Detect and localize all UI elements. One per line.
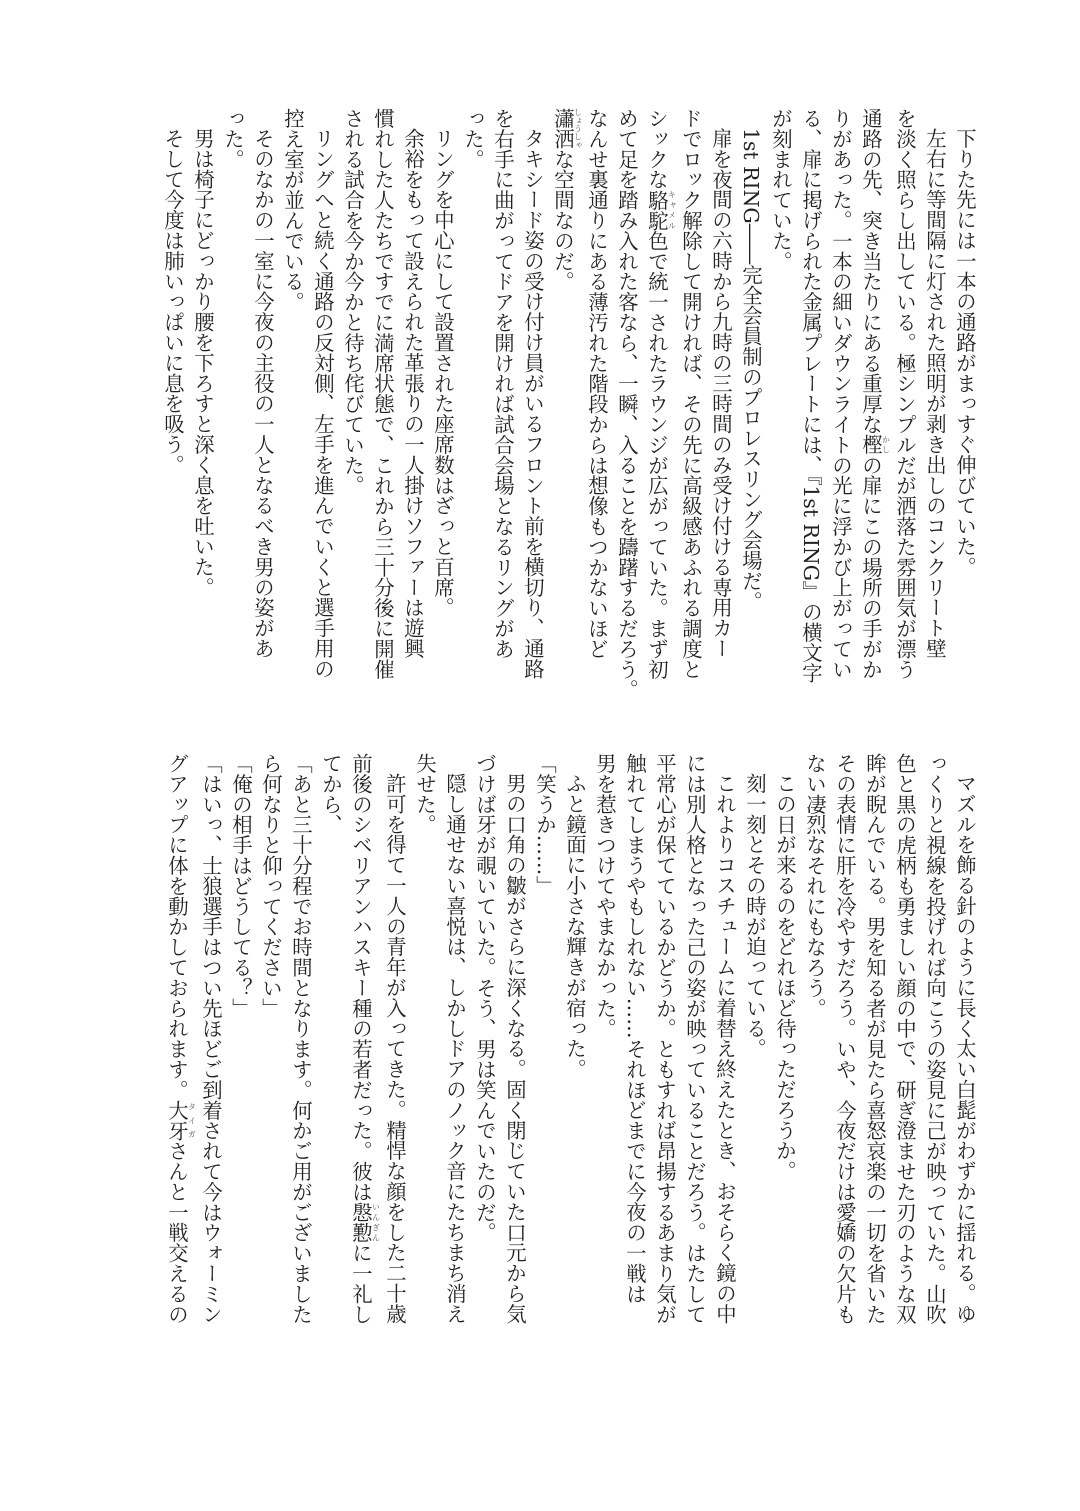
text-block-lower [165,753,980,1333]
text-line [890,108,920,688]
text-line [226,753,256,1333]
text-line [162,753,196,1333]
text-segment: ない凄烈なそれにもなろう。 [803,753,827,1019]
text-line [800,753,830,1333]
text-line [736,108,766,688]
text-segment: 隠し通せない喜悦は、しかしドアのノック音にたちまち消え [443,773,467,1325]
ruby-reading: かし [881,434,891,455]
text-segment: その表情に肝を冷やすだろう。いや、今夜だけは愛嬌の欠片も [833,753,857,1325]
text-segment: 「あと三十分程でお時間となります。何かご用がございました [289,753,313,1325]
text-line [410,753,440,1333]
text-line [248,108,278,688]
text-segment: っくりと視線を投げれば向こうの姿見に己が映っていた。山吹 [923,753,947,1325]
text-segment: に一礼し [349,1242,373,1325]
text-segment: ふと鏡面に小さな輝きが宿った。 [563,773,587,1080]
text-line [796,108,826,688]
text-segment: さんと一戦交えるの [165,1140,189,1325]
text-segment: 余裕をもって設えられた革張りの一人掛けソファーは遊興 [401,128,425,659]
text-segment: 控え室が並んでいる。 [281,108,305,312]
text-segment: な空間なのだ。 [551,148,575,292]
text-line [920,108,950,688]
ruby-reading: しょうしゃ [573,108,583,149]
text-segment: これよりコスチュームに着替え終えたとき、おそらく鏡の中 [713,773,737,1325]
ruby-annotation [165,1099,197,1141]
text-segment: 男を惹きつけてやまなかった。 [593,753,617,1039]
text-segment: 刻一刻とその時が迫っている。 [743,773,767,1059]
text-segment: ら何なりと仰ってください」 [259,753,283,1019]
text-line [680,753,710,1333]
text-segment: 色と黒の虎柄も勇ましい顔の中で、研ぎ澄ませた刃のような双 [893,753,917,1325]
text-segment: タキシード姿の受け付け員がいるフロント前を横切り、通路 [521,128,545,680]
text-segment: 通路の先、突き当たりにある重厚な [859,108,883,435]
text-line [218,108,248,688]
text-segment: 「笑うか……」 [533,753,557,896]
text-segment: ドでロック解除して開ければ、その先に高級感あふれる調度と [679,108,703,680]
text-line [316,753,346,1333]
text-line [950,108,980,688]
text-segment: る、扉に掲げられた金属プレートには、『1st RING』の横文字 [799,108,823,684]
text-segment: 触れてしまうやもしれない……それほどまでに今夜の一戦は [623,753,647,1304]
ruby-base: 駱駝 [645,189,669,231]
text-line [398,108,428,688]
ruby-annotation [349,1201,381,1243]
text-segment: った。 [221,108,245,170]
text-line [500,753,530,1333]
text-segment: 平常心が保てているかどうか。ともすれば昂揚するあまり気が [653,753,677,1325]
text-line [346,753,380,1333]
text-line [860,753,890,1333]
text-segment: マズルを飾る針のように長く太い白髭がわずかに揺れる。ゆ [953,773,977,1325]
text-segment: 男は椅子にどっかり腰を下ろすと深く息を吐いた。 [191,128,215,598]
text-line [256,753,286,1333]
text-segment: 許可を得て一人の青年が入ってきた。精悍な顔をした二十歳 [383,773,407,1325]
ruby-base: 瀟洒 [551,108,575,149]
text-segment: 男の口角の皺がさらに深くなる。固く閉じていた口元から気 [503,773,527,1325]
text-line [676,108,706,688]
text-line [740,753,770,1333]
text-line [518,108,548,688]
text-segment: そのなかの一室に今夜の主役の一人となるべき男の姿があ [251,128,275,659]
ruby-base: 慇懃 [349,1201,373,1243]
text-segment: めて足を踏み入れた客なら、一瞬、入ることを躊躇するだろう。 [615,108,639,700]
text-segment: を淡く照らし出している。極シンプルだが洒落た雰囲気が漂う [893,108,917,680]
text-segment: なんせ裏通りにある薄汚れた階段からは想像もつかないほど [585,108,609,659]
text-line [920,753,950,1333]
text-line [188,108,218,688]
text-line [158,108,188,688]
text-line [488,108,518,688]
text-segment: を右手に曲がってドアを開ければ試合会場となるリングがあ [491,108,515,659]
text-segment: 前後のシベリアンハスキー種の若者だった。彼は [349,753,373,1202]
text-line [440,753,470,1333]
text-line [470,753,500,1333]
ruby-reading: いんぎん [371,1201,381,1243]
text-line [548,108,582,688]
text-line [650,753,680,1333]
text-line [706,108,736,688]
text-line [856,108,890,688]
ruby-base: 大牙 [165,1099,189,1141]
text-line [826,108,856,688]
text-line [830,753,860,1333]
text-segment: りがあった。一本の細いダウンライトの光に浮かび上がってい [829,108,853,680]
text-line [196,753,226,1333]
text-segment: 「はいっ、士狼選手はつい先ほどご到着されて今はウォーミン [199,753,223,1325]
text-line [590,753,620,1333]
text-segment: この日が来るのをどれほど待っただろうか。 [773,773,797,1182]
text-line [710,753,740,1333]
text-segment: 色で統一されたラウンジが広がっていた。まず初 [645,230,669,680]
text-line [308,108,338,688]
text-segment: 扉を夜間の六時から九時の三時間のみ受け付ける専用カー [709,128,733,659]
text-line [950,753,980,1333]
text-segment: シックな [645,108,669,190]
text-segment: 左右に等間隔に灯された照明が剥き出しのコンクリート壁 [923,128,947,659]
text-segment: には別人格となった己の姿が映っていることだろう。はたして [683,753,707,1325]
text-line [560,753,590,1333]
text-segment: 1st RING――完全会員制のプロレスリング会場だ。 [739,128,763,612]
text-line [368,108,398,688]
ruby-annotation [551,108,583,149]
ruby-reading: キャメル [667,189,677,231]
text-line [770,753,800,1333]
text-line [620,753,650,1333]
text-segment: 「俺の相手はどうしてる？」 [229,753,253,1019]
text-block-upper [161,108,980,700]
text-line [766,108,796,688]
text-line [530,753,560,1333]
ruby-reading: タイガ [187,1099,197,1141]
text-segment: づけば牙が覗いていた。そう、男は笑んでいたのだ。 [473,753,497,1243]
text-segment: が刻まれていた。 [769,108,793,272]
text-segment: グアップに体を動かしておられます。 [165,753,189,1100]
text-line [278,108,308,688]
text-segment: そして今度は肺いっぱいに息を吸う。 [161,128,185,476]
text-segment: の扉にこの場所の手がか [859,454,883,680]
ruby-annotation [645,189,677,231]
text-segment: リングを中心にして設置された座席数はざっと百席。 [431,128,455,618]
text-segment: った。 [461,108,485,170]
text-segment: 眸が睨んでいる。男を知る者が見たら喜怒哀楽の一切を省いた [863,753,887,1325]
text-line [642,108,676,688]
text-line [428,108,458,688]
text-segment: リングへと続く通路の反対側、左手を進んでいくと選手用の [311,128,335,680]
text-segment: 失せた。 [413,753,437,835]
text-segment: される試合を今か今かと待ち侘びていた。 [341,108,365,496]
text-line [286,753,316,1333]
ruby-base: 樫 [859,434,883,455]
text-segment: 下りた先には一本の通路がまっすぐ伸びていた。 [953,128,977,578]
text-segment: 慣れした人たちですでに満席状態で、これから三十分後に開催 [371,108,395,680]
text-line [890,753,920,1333]
text-line [338,108,368,688]
text-segment: てから、 [319,753,343,835]
ruby-annotation [859,434,891,455]
text-line [458,108,488,688]
text-line [582,108,612,688]
text-line [612,108,642,700]
text-line [380,753,410,1333]
